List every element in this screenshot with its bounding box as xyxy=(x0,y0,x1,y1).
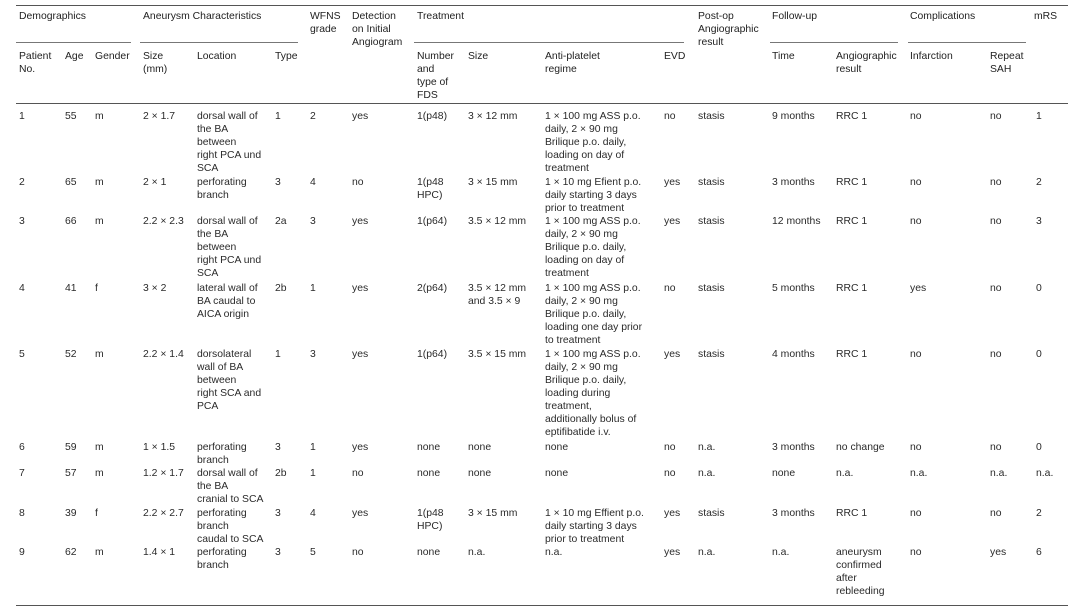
cell-evd: no xyxy=(664,111,676,122)
cell-location: perforating branch caudal to SCA xyxy=(197,508,264,545)
cell-type: 3 xyxy=(275,547,281,558)
cell-mrs: 6 xyxy=(1036,547,1042,558)
cell-wfns-grade: 4 xyxy=(310,508,316,519)
cell-mrs: 0 xyxy=(1036,442,1042,453)
cell-repeat-sah: n.a. xyxy=(990,468,1008,479)
cell-gender: m xyxy=(95,442,104,453)
cell-post-op-result: stasis xyxy=(698,111,725,122)
cell-detection: no xyxy=(352,177,364,188)
cell-detection: no xyxy=(352,468,364,479)
cell-stent-size: 3 × 12 mm xyxy=(468,111,518,122)
cell-infarction: no xyxy=(910,442,922,453)
cell-aneurysm-size: 2.2 × 2.7 xyxy=(143,508,184,519)
header-aneurysm-characteristics: Aneurysm Characteristics xyxy=(143,11,262,22)
cell-repeat-sah: no xyxy=(990,177,1002,188)
cell-evd: no xyxy=(664,442,676,453)
header-detection: Detection on Initial Angiogram xyxy=(352,11,403,48)
cell-type: 3 xyxy=(275,508,281,519)
cell-gender: m xyxy=(95,216,104,227)
cell-gender: m xyxy=(95,468,104,479)
subheader-infarction: Infarction xyxy=(910,51,953,62)
cell-evd: yes xyxy=(664,216,681,227)
cell-aneurysm-size: 2 × 1 xyxy=(143,177,167,188)
cell-follow-up-angiographic-result: RRC 1 xyxy=(836,508,868,519)
cell-mrs: 1 xyxy=(1036,111,1042,122)
cell-location: perforating branch xyxy=(197,442,247,466)
cell-wfns-grade: 1 xyxy=(310,283,316,294)
cell-type: 3 xyxy=(275,442,281,453)
cell-gender: m xyxy=(95,177,104,188)
cell-age: 57 xyxy=(65,468,77,479)
cell-aneurysm-size: 2.2 × 2.3 xyxy=(143,216,184,227)
cell-follow-up-time: 9 months xyxy=(772,111,815,122)
cell-age: 66 xyxy=(65,216,77,227)
cell-antiplatelet-regime: 1 × 100 mg ASS p.o. daily, 2 × 90 mg Brilique p.o. daily, loading on day of treatment xyxy=(545,216,641,279)
cell-infarction: n.a. xyxy=(910,468,928,479)
cell-location: dorsolateral wall of BA between right SCA and PCA xyxy=(197,349,262,412)
cell-stent-size: 3 × 15 mm xyxy=(468,177,518,188)
group-header-underline-treatment xyxy=(414,42,684,43)
cell-follow-up-angiographic-result: RRC 1 xyxy=(836,349,868,360)
cell-evd: no xyxy=(664,468,676,479)
cell-antiplatelet-regime: 1 × 100 mg ASS p.o. daily, 2 × 90 mg Brilique p.o. daily, loading one day prior to treatment xyxy=(545,283,643,346)
cell-detection: yes xyxy=(352,442,369,453)
cell-follow-up-time: 3 months xyxy=(772,177,815,188)
cell-follow-up-time: n.a. xyxy=(772,547,790,558)
subheader-antiplatelet-regime: Anti-platelet regime xyxy=(545,51,600,75)
cell-age: 41 xyxy=(65,283,77,294)
cell-wfns-grade: 2 xyxy=(310,111,316,122)
cell-gender: m xyxy=(95,349,104,360)
group-header-underline-aneurysm xyxy=(140,42,298,43)
cell-stent-size: 3 × 15 mm xyxy=(468,508,518,519)
cell-location: perforating branch xyxy=(197,177,247,201)
cell-aneurysm-size: 1.2 × 1.7 xyxy=(143,468,184,479)
cell-fds-number-type: none xyxy=(417,442,441,453)
cell-type: 1 xyxy=(275,349,281,360)
cell-follow-up-time: 12 months xyxy=(772,216,821,227)
cell-follow-up-time: none xyxy=(772,468,796,479)
cell-evd: yes xyxy=(664,177,681,188)
cell-stent-size: 3.5 × 12 mm xyxy=(468,216,527,227)
cell-gender: f xyxy=(95,283,98,294)
table-bottom-rule xyxy=(16,605,1068,606)
group-header-underline-demographics xyxy=(16,42,131,43)
subheader-gender: Gender xyxy=(95,51,130,62)
cell-location: perforating branch xyxy=(197,547,247,571)
subheader-location: Location xyxy=(197,51,237,62)
cell-follow-up-angiographic-result: RRC 1 xyxy=(836,177,868,188)
cell-aneurysm-size: 2.2 × 1.4 xyxy=(143,349,184,360)
cell-evd: yes xyxy=(664,508,681,519)
cell-type: 2a xyxy=(275,216,287,227)
cell-age: 59 xyxy=(65,442,77,453)
cell-post-op-result: stasis xyxy=(698,508,725,519)
cell-repeat-sah: yes xyxy=(990,547,1007,558)
cell-type: 3 xyxy=(275,177,281,188)
cell-post-op-result: n.a. xyxy=(698,547,716,558)
cell-repeat-sah: no xyxy=(990,508,1002,519)
subheader-age: Age xyxy=(65,51,84,62)
cell-location: lateral wall of BA caudal to AICA origin xyxy=(197,283,258,320)
cell-antiplatelet-regime: 1 × 100 mg ASS p.o. daily, 2 × 90 mg Brilique p.o. daily, loading on day of treatment xyxy=(545,111,641,174)
cell-detection: yes xyxy=(352,349,369,360)
cell-type: 2b xyxy=(275,468,287,479)
header-wfns-grade: WFNS grade xyxy=(310,11,341,35)
cell-location: dorsal wall of the BA between right PCA und SCA xyxy=(197,216,262,279)
cell-patient-no: 8 xyxy=(19,508,25,519)
group-header-underline-complications xyxy=(908,42,1026,43)
cell-evd: yes xyxy=(664,349,681,360)
cell-mrs: 2 xyxy=(1036,508,1042,519)
cell-patient-no: 4 xyxy=(19,283,25,294)
cell-detection: yes xyxy=(352,216,369,227)
header-treatment: Treatment xyxy=(417,11,464,22)
cell-follow-up-angiographic-result: RRC 1 xyxy=(836,283,868,294)
cell-wfns-grade: 4 xyxy=(310,177,316,188)
cell-repeat-sah: no xyxy=(990,111,1002,122)
cell-mrs: 2 xyxy=(1036,177,1042,188)
cell-follow-up-time: 3 months xyxy=(772,508,815,519)
cell-follow-up-time: 5 months xyxy=(772,283,815,294)
cell-wfns-grade: 3 xyxy=(310,349,316,360)
cell-post-op-result: n.a. xyxy=(698,442,716,453)
header-mrs: mRS xyxy=(1034,11,1058,22)
cell-antiplatelet-regime: n.a. xyxy=(545,547,563,558)
header-demographics: Demographics xyxy=(19,11,86,22)
cell-infarction: no xyxy=(910,547,922,558)
cell-stent-size: none xyxy=(468,442,492,453)
cell-infarction: no xyxy=(910,111,922,122)
subheader-patient-no: Patient No. xyxy=(19,51,52,75)
cell-mrs: n.a. xyxy=(1036,468,1054,479)
cell-antiplatelet-regime: 1 × 10 mg Efient p.o. daily starting 3 days prior to treatment xyxy=(545,177,642,214)
cell-wfns-grade: 3 xyxy=(310,216,316,227)
cell-aneurysm-size: 2 × 1.7 xyxy=(143,111,176,122)
cell-mrs: 3 xyxy=(1036,216,1042,227)
subheader-stent-size: Size xyxy=(468,51,489,62)
cell-repeat-sah: no xyxy=(990,349,1002,360)
cell-stent-size: none xyxy=(468,468,492,479)
header-follow-up: Follow-up xyxy=(772,11,818,22)
cell-wfns-grade: 5 xyxy=(310,547,316,558)
cell-follow-up-angiographic-result: no change xyxy=(836,442,885,453)
cell-stent-size: 3.5 × 15 mm xyxy=(468,349,527,360)
cell-type: 2b xyxy=(275,283,287,294)
cell-follow-up-angiographic-result: aneurysm confirmed after rebleeding xyxy=(836,547,885,597)
cell-patient-no: 6 xyxy=(19,442,25,453)
cell-mrs: 0 xyxy=(1036,349,1042,360)
cell-repeat-sah: no xyxy=(990,216,1002,227)
cell-evd: no xyxy=(664,283,676,294)
table-top-rule xyxy=(16,5,1068,6)
cell-post-op-result: stasis xyxy=(698,349,725,360)
cell-follow-up-time: 3 months xyxy=(772,442,815,453)
cell-aneurysm-size: 1.4 × 1 xyxy=(143,547,176,558)
subheader-type: Type xyxy=(275,51,298,62)
subheader-evd: EVD xyxy=(664,51,686,62)
cell-fds-number-type: 1(p48 HPC) xyxy=(417,177,444,201)
header-post-op-result: Post-op Angiographic result xyxy=(698,11,759,48)
cell-antiplatelet-regime: none xyxy=(545,468,569,479)
cell-post-op-result: stasis xyxy=(698,177,725,188)
cell-gender: m xyxy=(95,111,104,122)
cell-follow-up-time: 4 months xyxy=(772,349,815,360)
cell-antiplatelet-regime: 1 × 10 mg Effient p.o. daily starting 3 days prior to treatment xyxy=(545,508,644,545)
cell-fds-number-type: 1(p48) xyxy=(417,111,448,122)
header-bottom-rule xyxy=(16,103,1068,104)
cell-follow-up-angiographic-result: RRC 1 xyxy=(836,216,868,227)
cell-detection: no xyxy=(352,547,364,558)
cell-fds-number-type: 1(p64) xyxy=(417,216,448,227)
cell-gender: f xyxy=(95,508,98,519)
cell-age: 52 xyxy=(65,349,77,360)
cell-patient-no: 5 xyxy=(19,349,25,360)
cell-location: dorsal wall of the BA between right PCA und SCA xyxy=(197,111,262,174)
cell-antiplatelet-regime: none xyxy=(545,442,569,453)
cell-detection: yes xyxy=(352,283,369,294)
cell-patient-no: 7 xyxy=(19,468,25,479)
cell-stent-size: 3.5 × 12 mm and 3.5 × 9 xyxy=(468,283,527,307)
cell-infarction: no xyxy=(910,508,922,519)
cell-infarction: no xyxy=(910,177,922,188)
cell-follow-up-angiographic-result: RRC 1 xyxy=(836,111,868,122)
cell-infarction: yes xyxy=(910,283,927,294)
cell-antiplatelet-regime: 1 × 100 mg ASS p.o. daily, 2 × 90 mg Brilique p.o. daily, loading during treatment, additionally bolus of eptifibatide i.v. xyxy=(545,349,641,438)
group-header-underline-followup xyxy=(770,42,898,43)
cell-repeat-sah: no xyxy=(990,283,1002,294)
cell-aneurysm-size: 1 × 1.5 xyxy=(143,442,176,453)
subheader-follow-up-time: Time xyxy=(772,51,795,62)
cell-location: dorsal wall of the BA cranial to SCA xyxy=(197,468,264,505)
cell-repeat-sah: no xyxy=(990,442,1002,453)
subheader-size-mm: Size (mm) xyxy=(143,51,168,75)
cell-post-op-result: n.a. xyxy=(698,468,716,479)
cell-post-op-result: stasis xyxy=(698,283,725,294)
cell-follow-up-angiographic-result: n.a. xyxy=(836,468,854,479)
cell-wfns-grade: 1 xyxy=(310,468,316,479)
subheader-repeat-sah: Repeat SAH xyxy=(990,51,1024,75)
cell-age: 65 xyxy=(65,177,77,188)
cell-fds-number-type: none xyxy=(417,547,441,558)
cell-fds-number-type: 1(p48 HPC) xyxy=(417,508,444,532)
cell-post-op-result: stasis xyxy=(698,216,725,227)
cell-type: 1 xyxy=(275,111,281,122)
cell-detection: yes xyxy=(352,111,369,122)
cell-age: 55 xyxy=(65,111,77,122)
cell-age: 62 xyxy=(65,547,77,558)
cell-evd: yes xyxy=(664,547,681,558)
cell-fds-number-type: none xyxy=(417,468,441,479)
cell-stent-size: n.a. xyxy=(468,547,486,558)
subheader-angiographic-result: Angiographic result xyxy=(836,51,897,75)
cell-detection: yes xyxy=(352,508,369,519)
cell-fds-number-type: 1(p64) xyxy=(417,349,448,360)
cell-infarction: no xyxy=(910,349,922,360)
cell-infarction: no xyxy=(910,216,922,227)
cell-age: 39 xyxy=(65,508,77,519)
cell-patient-no: 9 xyxy=(19,547,25,558)
cell-mrs: 0 xyxy=(1036,283,1042,294)
cell-wfns-grade: 1 xyxy=(310,442,316,453)
cell-gender: m xyxy=(95,547,104,558)
subheader-number-type-fds: Number and type of FDS xyxy=(417,51,454,101)
cell-fds-number-type: 2(p64) xyxy=(417,283,448,294)
cell-patient-no: 2 xyxy=(19,177,25,188)
cell-patient-no: 1 xyxy=(19,111,25,122)
cell-aneurysm-size: 3 × 2 xyxy=(143,283,167,294)
cell-patient-no: 3 xyxy=(19,216,25,227)
header-complications: Complications xyxy=(910,11,976,22)
